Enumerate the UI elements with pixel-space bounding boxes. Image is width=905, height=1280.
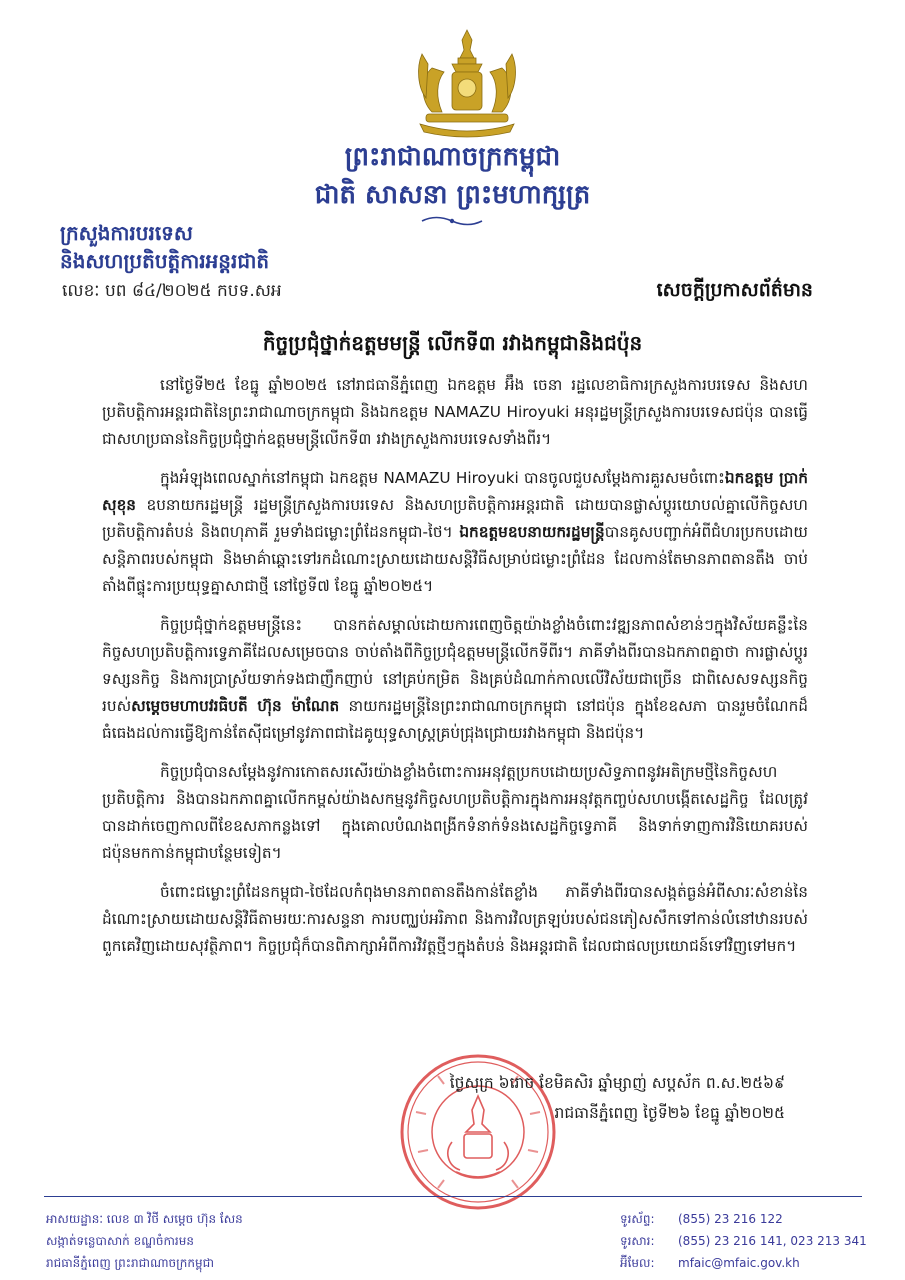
paragraph-text: ក្នុងអំឡុងពេលស្នាក់នៅកម្ពុជា ឯកឧត្តម NAMAZU Hiroyuki បានចូលជួបសម្តែងការគួរសមចំពោះ bbox=[160, 469, 725, 487]
paragraph-text: ឧបនាយករដ្ឋមន្ត្រី រដ្ឋមន្ត្រីក្រសួងការបរទេស និងសហប្រតិបត្តិការអន្តរជាតិ ដោយបានផ្លាស់ប្តូរយោបល់គ្នាលើកិច្ចសហប្រតិបត្តិការតំបន់ និងពហុភាគី រួមទាំងជម្លោះព្រំដែនកម្ពុជា-ថៃ។ bbox=[102, 496, 808, 541]
press-release-body bbox=[102, 372, 808, 972]
national-motto: ជាតិ សាសនា ព្រះមហាក្សត្រ bbox=[314, 180, 591, 210]
signature-block bbox=[450, 1068, 785, 1128]
phone-number: (855) 23 216 122 bbox=[678, 1212, 783, 1226]
royal-coat-of-arms-icon bbox=[412, 28, 522, 140]
footer-address bbox=[46, 1208, 243, 1274]
body-paragraph bbox=[102, 759, 808, 867]
fax-number: (855) 23 216 141, 023 213 341 bbox=[678, 1234, 867, 1248]
ornament-divider-icon bbox=[420, 214, 484, 228]
paragraph-text: នៅថ្ងៃទី២៥ ខែធ្នូ ឆ្នាំ២០២៥ នៅរាជធានីភ្នំពេញ ឯកឧត្តម អ៊ឹង ចេនា រដ្ឋលេខាធិការក្រសួងការបរទេស និងសហប្រតិបត្តិការអន្តរជាតិនៃព្រះរាជាណាចក្រកម្ពុជា និងឯកឧត្តម NAMAZU Hiroyuki អនុរដ្ឋមន្ត្រីក្រសួងការបរទេសជប៉ុន បានធ្វើជាសហប្រធាននៃកិច្ចប្រជុំថ្នាក់ឧត្តមមន្ត្រីលើកទី៣ រវាងក្រសួងការបរទេសទាំងពីរ។ bbox=[102, 376, 808, 448]
address-line: អាសយដ្ឋានៈ លេខ ៣ វិថី សម្តេច ហ៊ុន សែន bbox=[46, 1212, 243, 1226]
footer-divider bbox=[44, 1196, 862, 1197]
reference-number: លេខៈ បព ៨៤/២០២៥ កបទ.សអ bbox=[62, 281, 282, 301]
body-paragraph bbox=[102, 465, 808, 600]
email-row bbox=[620, 1252, 867, 1274]
address-line: សង្កាត់ទន្លេបាសាក់ ខណ្ឌចំការមន bbox=[46, 1234, 194, 1248]
fax-label: ទូរសារ: bbox=[620, 1234, 655, 1248]
email-label: អ៊ីមែល: bbox=[620, 1256, 655, 1270]
emphasized-name: ឯកឧត្តម ប្រាក់ សុខុន bbox=[102, 469, 808, 514]
press-release-title: កិច្ចប្រជុំថ្នាក់ឧត្តមមន្ត្រី លើកទី៣ រវាងកម្ពុជានិងជប៉ុន bbox=[262, 331, 643, 355]
address-line: រាជធានីភ្នំពេញ ព្រះរាជាណាចក្រកម្ពុជា bbox=[46, 1256, 214, 1270]
email-address[interactable]: mfaic@mfaic.gov.kh bbox=[678, 1256, 800, 1270]
body-paragraph bbox=[102, 612, 808, 747]
solar-date: រាជធានីភ្នំពេញ ថ្ងៃទី២៦ ខែធ្នូ ឆ្នាំ២០២៥ bbox=[554, 1104, 785, 1122]
paragraph-text: កិច្ចប្រជុំបានសម្តែងនូវការកោតសរសើរយ៉ាងខ្លាំងចំពោះការអនុវត្តប្រកបដោយប្រសិទ្ធភាពនូវអតិក្រមថ្មីនៃកិច្ចសហប្រតិបត្តិការ និងបានឯកភាពគ្នាលើកកម្ពស់យ៉ាងសកម្មនូវកិច្ចសហប្រតិបត្តិការក្នុងការអនុវត្តកញ្ចប់សហបង្កើតសេដ្ឋកិច្ច ដែលត្រូវបានដាក់ចេញកាលពីខែឧសភាកន្លងទៅ ក្នុងគោលបំណងពង្រីកទំនាក់ទំនងសេដ្ឋកិច្ចទ្វេភាគី និងទាក់ទាញការវិនិយោគរបស់ជប៉ុនមកកាន់កម្ពុជាបន្ថែមទៀត។ bbox=[102, 763, 808, 862]
emphasized-name: សម្តេចមហាបវរធិបតី ហ៊ុន ម៉ាណែត bbox=[131, 697, 340, 715]
fax-row bbox=[620, 1230, 867, 1252]
body-paragraph bbox=[102, 879, 808, 960]
paragraph-text: ចំពោះជម្លោះព្រំដែនកម្ពុជា-ថៃដែលកំពុងមានភាពតានតឹងកាន់តែខ្លាំង ភាគីទាំងពីរបានសង្កត់ធ្ងន់អំពីសារៈសំខាន់នៃដំណោះស្រាយដោយសន្តិវិធីតាមរយៈការសន្ទនា ការបញ្ឈប់អរិភាព និងការវិលត្រឡប់របស់ជនភៀសសឹកទៅកាន់លំនៅឋានរបស់ពួកគេវិញដោយសុវត្ថិភាព។ កិច្ចប្រជុំក៏បានពិភាក្សាអំពីការវិវត្តថ្មីៗក្នុងតំបន់ និងអន្តរជាតិ ដែលជាផលប្រយោជន៍ទៅវិញទៅមក។ bbox=[102, 883, 808, 955]
phone-row bbox=[620, 1208, 867, 1230]
footer-contacts bbox=[620, 1208, 867, 1274]
body-paragraph bbox=[102, 372, 808, 453]
kingdom-name: ព្រះរាជាណាចក្រកម្ពុជា bbox=[344, 142, 561, 172]
ministry-name-line1: ក្រសួងការបរទេស bbox=[60, 221, 193, 245]
emphasized-name: ឯកឧត្តមឧបនាយករដ្ឋមន្ត្រី bbox=[459, 523, 605, 541]
lunar-date: ថ្ងៃសុក្រ ៦រោច ខែមិគសិរ ឆ្នាំម្សាញ់ សប្តស័ក ព.ស.២៥៦៩ bbox=[449, 1074, 785, 1092]
document-type: សេចក្តីប្រកាសព័ត៌មាន bbox=[656, 279, 813, 301]
paragraph-text: បានគូសបញ្ជាក់អំពីជំហរប្រកបដោយសន្តិភាពរបស់កម្ពុជា និងមាគ៌ាឆ្ពោះទៅរកដំណោះស្រាយដោយសន្តិវិធីសម្រាប់ជម្លោះព្រំដែន ដែលកាន់តែមានភាពតានតឹង ចាប់តាំងពីផ្ទុះការប្រយុទ្ធគ្នាសាជាថ្មី នៅថ្ងៃទី៧ ខែធ្នូ ឆ្នាំ២០២៥។ bbox=[102, 523, 808, 595]
ministry-name-line2: និងសហប្រតិបត្តិការអន្តរជាតិ bbox=[60, 249, 270, 273]
paragraph-text: កិច្ចប្រជុំថ្នាក់ឧត្តមមន្ត្រីនេះ បានកត់សម្គាល់ដោយការពេញចិត្តយ៉ាងខ្លាំងចំពោះវឌ្ឍនភាពសំខាន់ៗក្នុងវិស័យគន្លឹះនៃកិច្ចសហប្រតិបត្តិការទ្វេភាគីដែលសម្រេចបាន ចាប់តាំងពីកិច្ចប្រជុំឧត្តមមន្ត្រីលើកទីពីរ។ ភាគីទាំងពីរបានឯកភាពគ្នាថា ការផ្លាស់ប្តូរទស្សនកិច្ច និងការប្រាស្រ័យទាក់ទងជាញឹកញាប់ នៅគ្រប់កម្រិត និងគ្រប់ដំណាក់កាលលើវិស័យជាច្រើន ជាពិសេសទស្សនកិច្ចរបស់ bbox=[102, 616, 808, 715]
phone-label: ទូរស័ព្ទ: bbox=[620, 1212, 655, 1226]
paragraph-text: នាយករដ្ឋមន្ត្រីនៃព្រះរាជាណាចក្រកម្ពុជា នៅជប៉ុន ក្នុងខែឧសភា បានរួមចំណែកដ៏ធំធេងដល់ការធ្វើឱ្យកាន់តែស៊ីជម្រៅនូវភាពជាដៃគូយុទ្ធសាស្ត្រគ្រប់ជ្រុងជ្រោយរវាងកម្ពុជា និងជប៉ុន។ bbox=[102, 697, 808, 742]
